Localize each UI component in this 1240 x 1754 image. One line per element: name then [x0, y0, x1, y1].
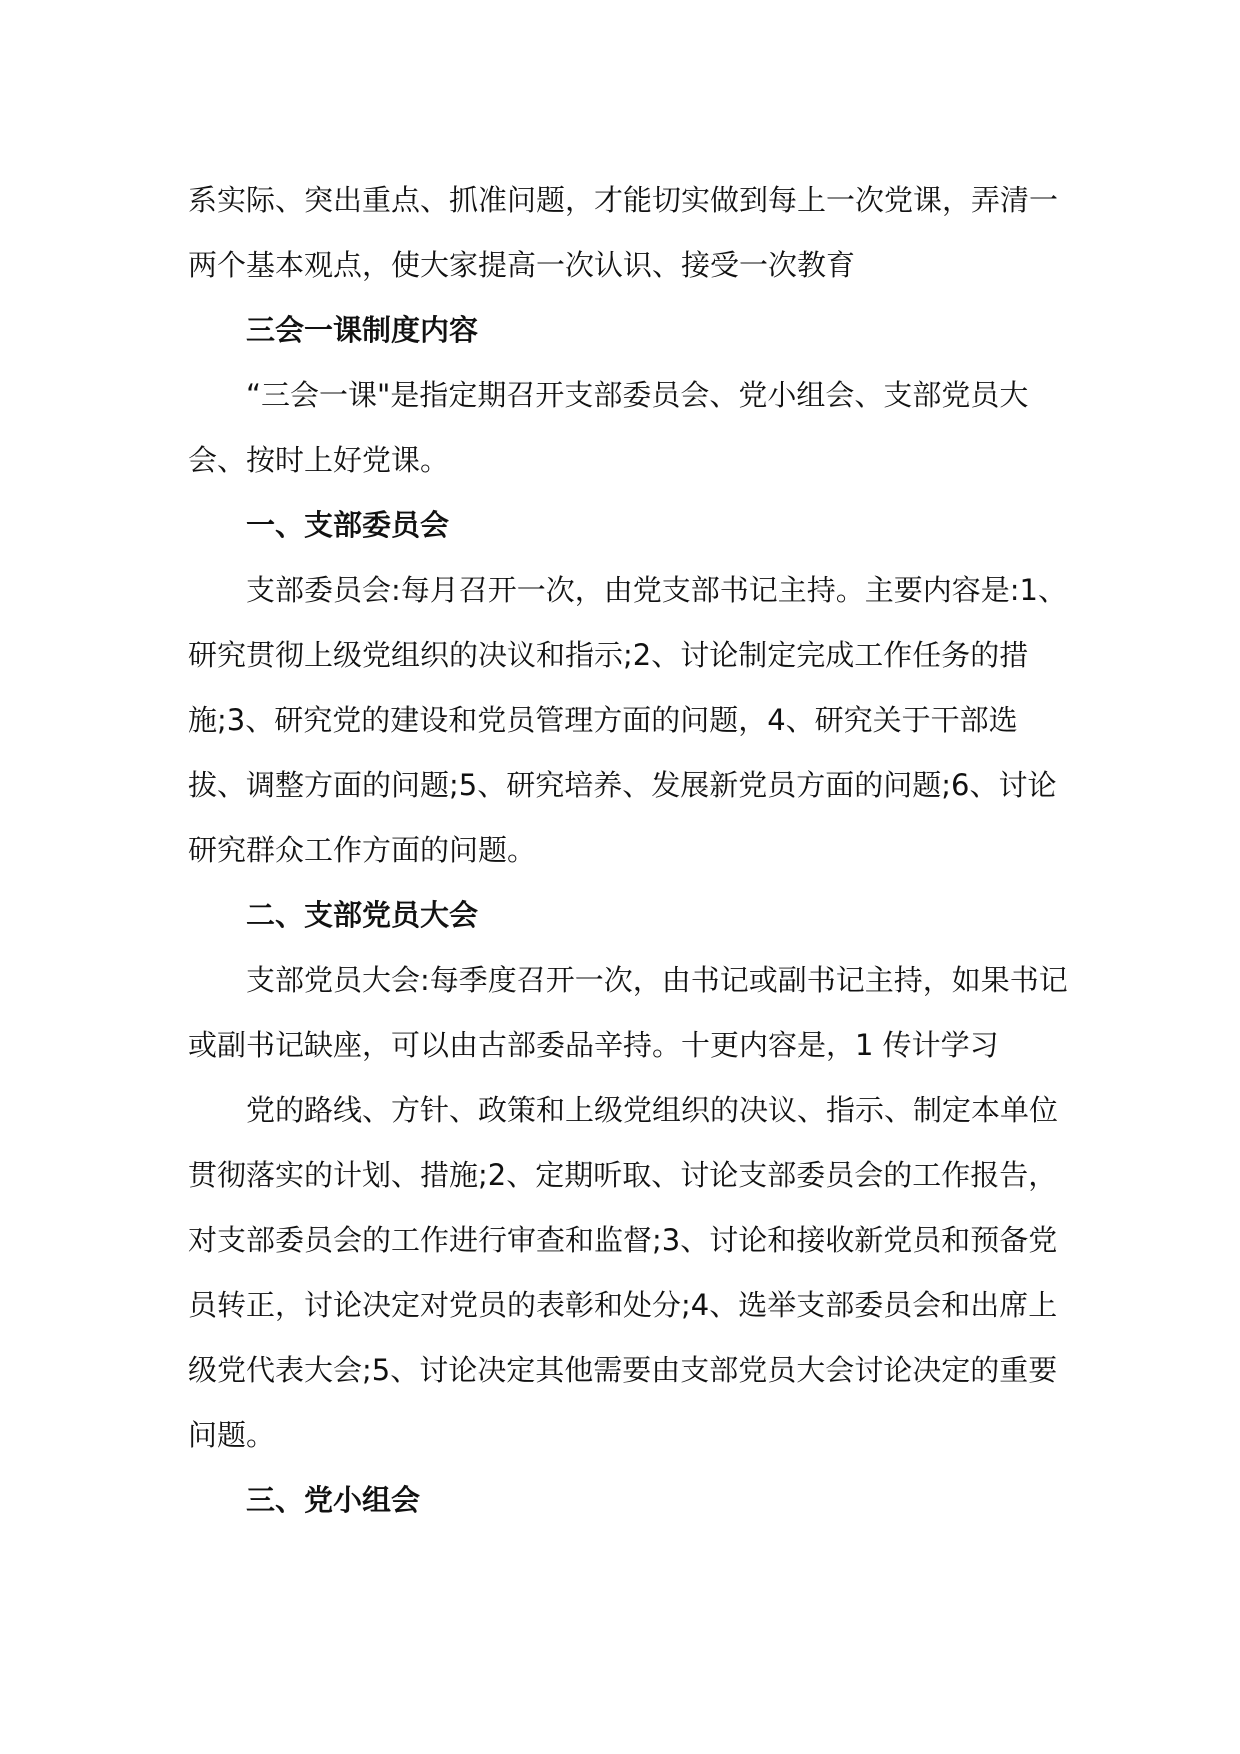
paragraph-definition: “三会一课"是指定期召开支部委员会、党小组会、支部党员大会、按时上好党课。 — [188, 378, 1029, 477]
section-heading-branch-committee: 一、支部委员会 — [246, 508, 450, 542]
section-heading-party-group: 三、党小组会 — [246, 1483, 421, 1517]
paragraph-member-assembly-content: 党的路线、方针、政策和上级党组织的决议、指示、制定本单位贯彻落实的计划、措施;2、定期听取、讨论支部委员会的工作报告，对支部委员会的工作进行审查和监督;3、讨论和接收新党员和预备党员转正，讨论决定对党员的表彰和处分;4、选举支部委员会和出席上级党代表大会;5、讨论决定其他需要由支部党员大会讨论决定的重要问题。 — [188, 1093, 1059, 1452]
paragraph-member-assembly: 支部党员大会:每季度召开一次，由书记或副书记主持，如果书记或副书记缺座，可以由古部委品辛持。十更内容是，1 传计学习 — [188, 963, 1068, 1062]
paragraph-continuation: 系实际、突出重点、抓准问题，才能切实做到每上一次党课，弄清一两个基本观点，使大家提高一次认识、接受一次教育 — [188, 183, 1059, 282]
paragraph-branch-committee: 支部委员会:每月召开一次，由党支部书记主持。主要内容是:1、研究贯彻上级党组织的决议和指示;2、讨论制定完成工作任务的措施;3、研究党的建设和党员管理方面的问题，4、研究关于干部选拔、调整方面的问题;5、研究培养、发展新党员方面的问题;6、讨论研究群众工作方面的问题。 — [188, 573, 1067, 867]
document-body — [188, 168, 1068, 1533]
section-heading-main: 三会一课制度内容 — [246, 313, 479, 347]
section-heading-member-assembly: 二、支部党员大会 — [246, 898, 479, 932]
